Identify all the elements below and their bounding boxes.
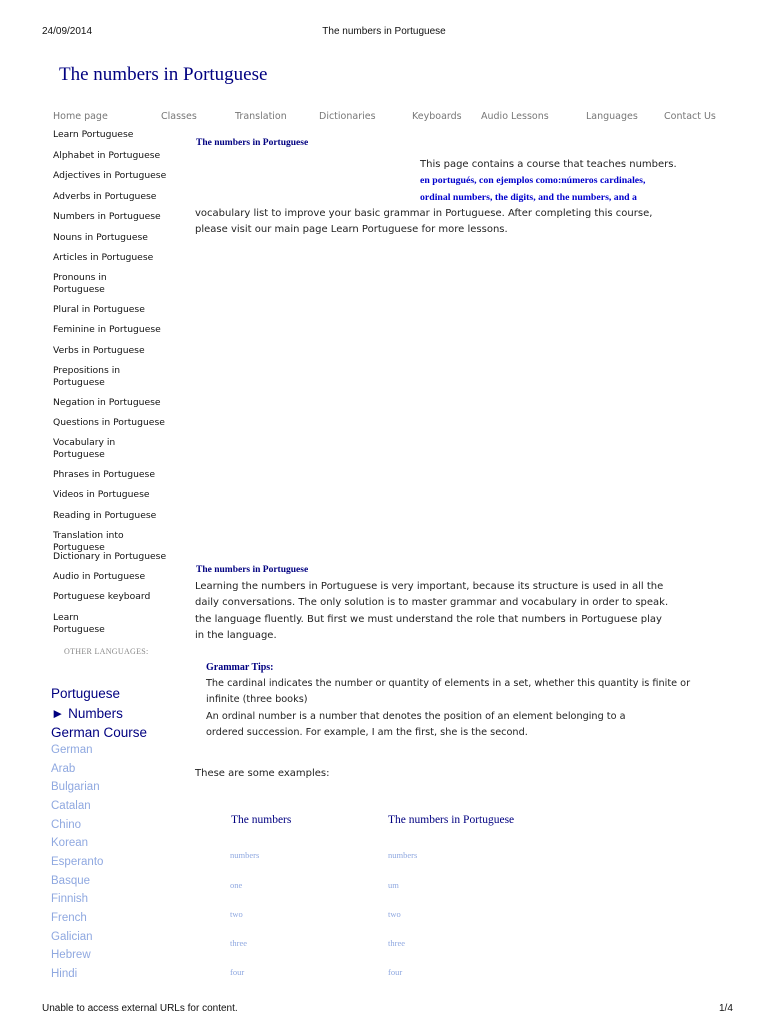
- table-cell[interactable]: two: [388, 909, 401, 919]
- language-link-chino[interactable]: Chino: [51, 818, 82, 831]
- site-title[interactable]: The numbers in Portuguese: [59, 64, 268, 85]
- language-link-hindi[interactable]: Hindi: [51, 968, 78, 980]
- table-cell[interactable]: two: [230, 909, 243, 919]
- sidebar-item-numbers[interactable]: Numbers in Portuguese: [53, 211, 161, 222]
- language-link-arab[interactable]: Arab: [51, 762, 76, 775]
- language-link-korean[interactable]: Korean: [51, 837, 89, 849]
- language-link-german[interactable]: German: [51, 744, 93, 756]
- sidebar-item-questions[interactable]: Questions in Portuguese: [53, 417, 165, 428]
- nav-contact-us[interactable]: Contact Us: [664, 111, 716, 122]
- nav-languages[interactable]: Languages: [586, 111, 638, 122]
- table-cell[interactable]: four: [388, 967, 403, 977]
- sidebar-item-articles[interactable]: Articles in Portuguese: [53, 252, 154, 263]
- section-body: Learning the numbers in Portuguese is very important, because its structure is used in all the daily conversations. The only solution is to master grammar and vocabulary in order to speak. the language fluently. But first we must understand the role that numbers in Portuguese play in the language.: [195, 581, 669, 641]
- examples-label: These are some examples:: [195, 768, 330, 779]
- grammar-tip-cardinal: The cardinal indicates the number or quantity of elements in a set, whether this quantity is finite or infinite (three books): [206, 678, 691, 706]
- sidebar-item-phrases[interactable]: Phrases in Portuguese: [53, 469, 155, 480]
- print-page-title: The numbers in Portuguese: [322, 26, 446, 37]
- current-topic[interactable]: ► Numbers: [51, 706, 123, 721]
- language-link-bulgarian[interactable]: Bulgarian: [51, 781, 100, 793]
- table-cell[interactable]: one: [230, 880, 243, 890]
- language-link-basque[interactable]: Basque: [51, 874, 91, 887]
- sidebar-item-feminine[interactable]: Feminine in Portuguese: [53, 324, 161, 335]
- grammar-tips-text: [206, 676, 696, 741]
- sidebar-item-verbs[interactable]: Verbs in Portuguese: [53, 345, 145, 356]
- sidebar-item-negation[interactable]: Negation in Portuguese: [53, 397, 161, 408]
- language-link-hebrew[interactable]: Hebrew: [51, 949, 91, 961]
- sidebar-item-plural[interactable]: Plural in Portuguese: [53, 304, 145, 315]
- intro-body: vocabulary list to improve your basic grammar in Portuguese. After completing this course, please visit our main page Learn Portuguese for more lessons.: [195, 208, 653, 236]
- print-date: 24/09/2014: [42, 26, 93, 37]
- sidebar-item-adverbs[interactable]: Adverbs in Portuguese: [53, 191, 157, 202]
- top-nav: [0, 111, 768, 125]
- section-heading: The numbers in Portuguese: [196, 565, 309, 575]
- nav-translation[interactable]: Translation: [235, 111, 287, 122]
- sidebar-item-alphabet[interactable]: Alphabet in Portuguese: [53, 150, 161, 161]
- sidebar-item-prepositions[interactable]: Prepositions in Portuguese: [53, 365, 121, 388]
- sidebar-item-translation[interactable]: Translation into Portuguese: [53, 530, 124, 553]
- table-cell[interactable]: three: [230, 938, 247, 948]
- language-link-catalan[interactable]: Catalan: [51, 800, 91, 812]
- other-languages-label: OTHER LANGUAGES:: [64, 647, 149, 656]
- language-link-finnish[interactable]: Finnish: [51, 893, 89, 905]
- language-link-french[interactable]: French: [51, 912, 87, 924]
- print-header: [0, 26, 768, 40]
- current-language[interactable]: Portuguese: [51, 686, 121, 701]
- table-header-numbers-portuguese: The numbers in Portuguese: [388, 814, 515, 826]
- sidebar-item-learn-portuguese[interactable]: Learn Portuguese: [53, 129, 134, 140]
- nav-home-page[interactable]: Home page: [53, 111, 108, 122]
- table-cell[interactable]: um: [388, 880, 399, 890]
- sidebar-item-dictionary[interactable]: Dictionary in Portuguese: [53, 551, 167, 562]
- sidebar-item-learn-portuguese-2[interactable]: Learn Portuguese: [53, 612, 105, 635]
- table-cell[interactable]: numbers: [388, 850, 418, 860]
- print-footer: [0, 1003, 768, 1017]
- language-link-esperanto[interactable]: Esperanto: [51, 856, 104, 868]
- table-cell[interactable]: numbers: [230, 850, 260, 860]
- grammar-tips-title: Grammar Tips:: [206, 662, 274, 673]
- nav-classes[interactable]: Classes: [161, 111, 197, 122]
- sidebar-item-reading[interactable]: Reading in Portuguese: [53, 510, 157, 521]
- grammar-tip-ordinal: An ordinal number is a number that denotes the position of an element belonging to a ordered succession. For example, I am the first, she is the second.: [206, 710, 626, 738]
- intro-line: This page contains a course that teaches numbers.: [420, 159, 677, 170]
- intro-heading: The numbers in Portuguese: [196, 138, 309, 148]
- sidebar-item-vocabulary[interactable]: Vocabulary in Portuguese: [53, 437, 116, 460]
- table-cell[interactable]: three: [388, 938, 405, 948]
- sidebar-item-videos[interactable]: Videos in Portuguese: [53, 489, 150, 500]
- nav-audio-lessons[interactable]: Audio Lessons: [481, 111, 549, 122]
- print-footer-message: Unable to access external URLs for content.: [42, 1003, 238, 1014]
- nav-keyboards[interactable]: Keyboards: [412, 111, 462, 122]
- sidebar-item-pronouns[interactable]: Pronouns in Portuguese: [53, 272, 107, 295]
- print-page-number: 1/4: [719, 1003, 733, 1014]
- intro-blue-line-1: en portugués, con ejemplos como:números cardinales,: [420, 175, 646, 186]
- table-header-numbers: The numbers: [231, 814, 292, 826]
- german-course-link[interactable]: German Course: [51, 725, 148, 740]
- sidebar-item-adjectives[interactable]: Adjectives in Portuguese: [53, 170, 167, 181]
- sidebar-item-nouns[interactable]: Nouns in Portuguese: [53, 232, 148, 243]
- sidebar-item-keyboard[interactable]: Portuguese keyboard: [53, 591, 151, 602]
- sidebar-item-audio[interactable]: Audio in Portuguese: [53, 571, 146, 582]
- table-cell[interactable]: four: [230, 967, 245, 977]
- intro-blue-line-2: ordinal numbers, the digits, and the numbers, and a: [420, 192, 637, 203]
- nav-dictionaries[interactable]: Dictionaries: [319, 111, 376, 122]
- language-link-galician[interactable]: Galician: [51, 930, 93, 943]
